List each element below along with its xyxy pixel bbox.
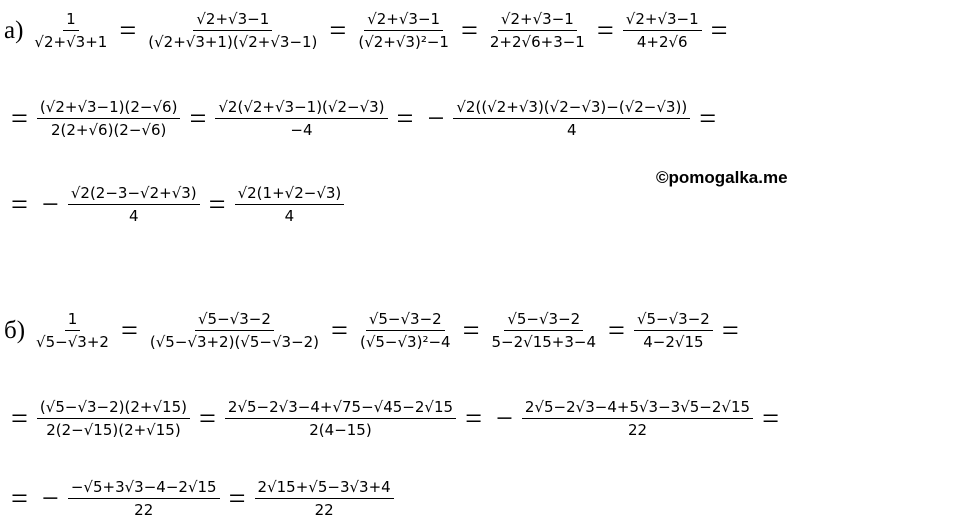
- equals-sign: =: [120, 313, 138, 347]
- fraction: [68, 182, 200, 227]
- denominator: 2+2√6+3−1: [489, 33, 585, 51]
- denominator: 2(2−√15)(2+√15): [46, 421, 181, 439]
- equals-sign: =: [608, 313, 625, 347]
- equals-sign: =: [119, 13, 137, 47]
- fraction: [634, 308, 713, 353]
- fraction: [37, 396, 190, 441]
- minus-sign: −: [495, 401, 513, 435]
- equals-sign: =: [208, 187, 226, 221]
- fraction: [522, 396, 753, 441]
- denominator: 2(4−15): [309, 421, 372, 439]
- equals-sign: =: [198, 401, 216, 435]
- equals-sign: =: [329, 13, 347, 47]
- equals-sign: =: [11, 401, 28, 435]
- numerator: 2√5−2√3−4+√75−√45−2√15: [225, 396, 456, 419]
- denominator: (√5−√3)²−4: [359, 333, 451, 351]
- equals-sign: =: [11, 187, 28, 221]
- numerator: √2((√2+√3)(√2−√3)−(√2−√3)): [453, 96, 690, 119]
- numerator: √2(√2+√3−1)(√2−√3): [215, 96, 387, 119]
- denominator: 22: [134, 501, 154, 519]
- equals-sign: =: [228, 481, 246, 515]
- fraction: [487, 8, 588, 53]
- part-b-label: б): [4, 316, 26, 344]
- equals-sign: =: [721, 313, 739, 347]
- numerator: 1: [63, 8, 79, 31]
- numerator: √5−√3−2: [195, 308, 274, 331]
- minus-sign: −: [427, 101, 445, 135]
- denominator: (√2+√3+1)(√2+√3−1): [148, 33, 318, 51]
- equals-sign: =: [465, 401, 482, 435]
- part-a-line-2: [4, 96, 723, 141]
- numerator: 2√5−2√3−4+5√3−3√5−2√15: [522, 396, 753, 419]
- equals-sign: =: [596, 13, 614, 47]
- denominator: 4: [567, 121, 577, 139]
- numerator: √2+√3−1: [498, 8, 577, 31]
- fraction: [255, 476, 394, 521]
- fraction: [357, 308, 454, 353]
- numerator: √5−√3−2: [634, 308, 713, 331]
- numerator: √2+√3−1: [364, 8, 443, 31]
- fraction: [31, 8, 110, 53]
- denominator: (√2+√3)²−1: [358, 33, 449, 51]
- fraction: [68, 476, 220, 521]
- minus-sign: −: [41, 481, 59, 515]
- numerator: 2√15+√5−3√3+4: [255, 476, 394, 499]
- denominator: (√5−√3+2)(√5−√3−2): [149, 333, 320, 351]
- denominator: 5−2√15+3−4: [491, 333, 597, 351]
- part-a-line-3: [4, 182, 346, 227]
- denominator: 22: [627, 421, 648, 439]
- denominator: 4−2√15: [643, 333, 704, 351]
- equals-sign: =: [462, 313, 480, 347]
- numerator: −√5+3√3−4−2√15: [68, 476, 220, 499]
- denominator: 22: [314, 501, 334, 519]
- part-b-line-1: [4, 308, 746, 353]
- numerator: √2(1+√2−√3): [235, 182, 345, 205]
- equals-sign: =: [762, 401, 779, 435]
- denominator: 2(2+√6)(2−√6): [50, 121, 167, 139]
- fraction: [225, 396, 456, 441]
- fraction: [215, 96, 387, 141]
- denominator: −4: [290, 121, 313, 139]
- part-b-line-3: [4, 476, 396, 521]
- denominator: 4: [128, 207, 139, 225]
- fraction: [37, 96, 181, 141]
- equals-sign: =: [710, 13, 728, 47]
- numerator: 1: [65, 308, 81, 331]
- numerator: √5−√3−2: [504, 308, 583, 331]
- part-a-line-1: [4, 8, 735, 53]
- numerator: √2+√3−1: [193, 8, 272, 31]
- denominator: √2+√3+1: [34, 33, 108, 51]
- equals-sign: =: [699, 101, 717, 135]
- numerator: (√2+√3−1)(2−√6): [37, 96, 181, 119]
- part-b-line-2: [4, 396, 786, 441]
- equals-sign: =: [396, 101, 414, 135]
- numerator: √5−√3−2: [366, 308, 445, 331]
- fraction: [33, 308, 112, 353]
- denominator: 4+2√6: [636, 33, 688, 51]
- equals-sign: =: [11, 101, 28, 135]
- denominator: √5−√3+2: [36, 333, 109, 351]
- fraction: [147, 308, 322, 353]
- equals-sign: =: [11, 481, 28, 515]
- numerator: (√5−√3−2)(2+√15): [37, 396, 190, 419]
- numerator: √2(2−3−√2+√3): [68, 182, 200, 205]
- denominator: 4: [284, 207, 295, 225]
- minus-sign: −: [41, 187, 59, 221]
- part-a-label: а): [4, 16, 24, 44]
- fraction: [355, 8, 452, 53]
- equals-sign: =: [460, 13, 478, 47]
- fraction: [489, 308, 600, 353]
- numerator: √2+√3−1: [623, 8, 702, 31]
- equals-sign: =: [189, 101, 207, 135]
- site-watermark: ©pomogalka.me: [656, 168, 788, 187]
- fraction: [453, 96, 690, 141]
- fraction: [623, 8, 702, 53]
- fraction: [235, 182, 345, 227]
- equals-sign: =: [331, 313, 348, 347]
- fraction: [145, 8, 320, 53]
